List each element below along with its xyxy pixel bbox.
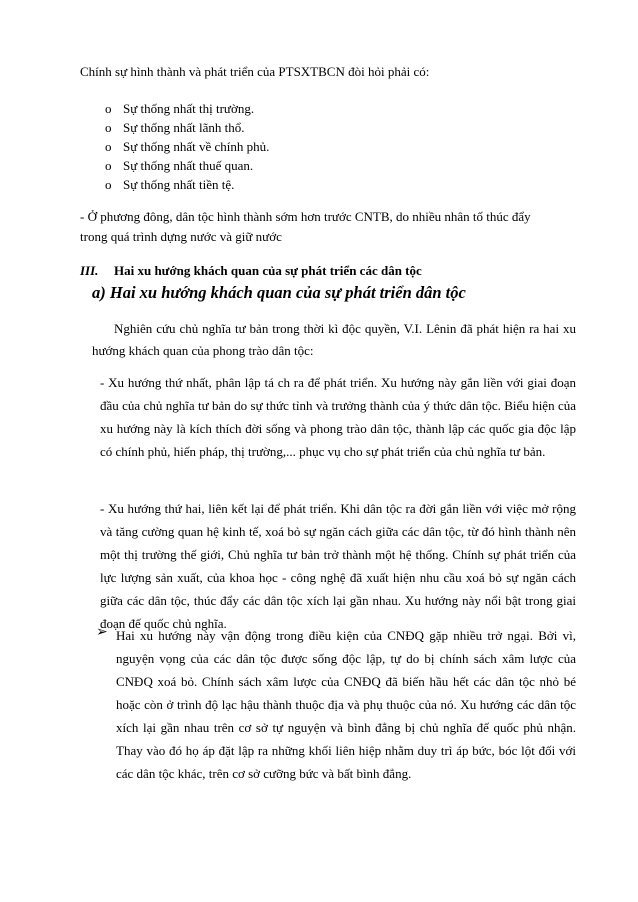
east-paragraph-line-1: - Ở phương đông, dân tộc hình thành sớm hơn trước CNTB, do nhiều nhân tố thúc đẩy bbox=[80, 209, 531, 224]
arrow-bullet-icon: ➢ bbox=[96, 625, 108, 640]
section-title: Hai xu hướng khách quan của sự phát triển các dân tộc bbox=[114, 263, 422, 278]
lenin-paragraph: Nghiên cứu chủ nghĩa tư bản trong thời kì độc quyền, V.I. Lênin đã phát hiện ra hai xu hướng khách quan của phong trào dân tộc: bbox=[92, 321, 576, 358]
trend-one-paragraph: - Xu hướng thứ nhất, phân lập tá ch ra để phát triển. Xu hướng này gắn liền với giai đoạn đầu của chủ nghĩa tư bản do sự thức tỉnh và trưởng thành của ý thức dân tộc. Biểu hiện của xu hướng này là kích thích đời sống và phong trào dân tộc, thành lập các quốc gia độc lập có chính phủ, hiến pháp, thị trường,... phục vụ cho sự phát triển của chủ nghĩa tư bản. bbox=[100, 375, 576, 459]
circle-bullet-icon: o bbox=[105, 177, 112, 192]
circle-bullet-icon: o bbox=[105, 158, 112, 173]
section-number: III. bbox=[80, 263, 99, 278]
list-item-text: Sự thống nhất về chính phủ. bbox=[123, 139, 270, 154]
circle-bullet-icon: o bbox=[105, 139, 112, 154]
section-heading bbox=[80, 263, 422, 279]
trend-two-paragraph: - Xu hướng thứ hai, liên kết lại để phát triển. Khi dân tộc ra đời gắn liền với việc mở rộng và tăng cường quan hệ kinh tế, xoá bỏ sự ngăn cách giữa các dân tộc, từ đó hình thành nên một thị trường thế giới, Chủ nghĩa tư bản trở thành một hệ thống. Chính sự phát triển của lực lượng sản xuất, của khoa học - công nghệ đã xuất hiện nhu cầu xoá bỏ sự ngăn cách giữa các dân tộc, thúc đẩy các dân tộc xích lại gần nhau. Xu hướng này nổi bật trong giai đoạn đế quốc chủ nghĩa. bbox=[100, 501, 576, 631]
conclusion-paragraph: Hai xu hướng này vận động trong điều kiện của CNĐQ gặp nhiều trở ngại. Bởi vì, nguyện vọng của các dân tộc được sống độc lập, tự do bị chính sách xâm lược của CNĐQ xoá bỏ. Chính sách xâm lược của CNĐQ đã biến hầu hết các dân tộc nhỏ bé hoặc còn ở trình độ lạc hậu thành thuộc địa và phụ thuộc của nó. Xu hướng các dân tộc xích lại gần nhau trên cơ sở tự nguyện và bình đẳng bị chủ nghĩa đế quốc phủ nhận. Thay vào đó họ áp đặt lập ra những khối liên hiệp nhằm duy trì áp bức, bóc lột đối với các dân tộc khác, trên cơ sở cưỡng bức và bất bình đẳng. bbox=[116, 628, 576, 781]
circle-bullet-icon: o bbox=[105, 101, 112, 116]
circle-bullet-icon: o bbox=[105, 120, 112, 135]
intro-line: Chính sự hình thành và phát triển của PTSXTBCN đòi hỏi phải có: bbox=[80, 64, 430, 79]
list-item-text: Sự thống nhất thị trường. bbox=[123, 101, 255, 116]
east-paragraph-line-2: trong quá trình dựng nước và giữ nước bbox=[80, 229, 282, 244]
list-item-text: Sự thống nhất tiền tệ. bbox=[123, 177, 235, 192]
list-item-text: Sự thống nhất lãnh thổ. bbox=[123, 120, 245, 135]
subsection-heading: a) Hai xu hướng khách quan của sự phát triển dân tộc bbox=[92, 283, 466, 302]
list-item-text: Sự thống nhất thuế quan. bbox=[123, 158, 254, 173]
